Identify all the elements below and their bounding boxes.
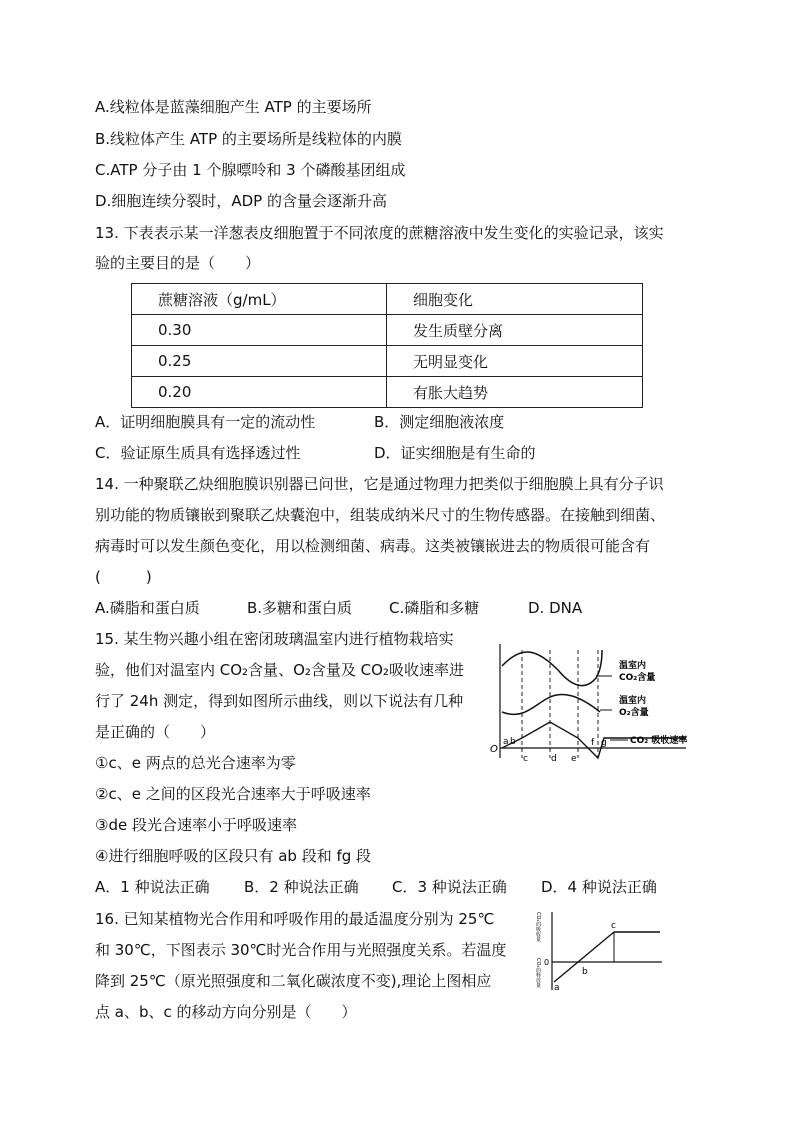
origin-label: 0 bbox=[544, 958, 550, 967]
q15-option-c: C．3 种说法正确 bbox=[392, 878, 507, 896]
ylabel-co2-release: CO₂的释放量 bbox=[535, 958, 541, 988]
label-o2-line2: O₂含量 bbox=[619, 708, 649, 718]
q16-stem-line3: 降到 25℃（原光照强度和二氧化碳浓度不变),理论上图相应 bbox=[95, 972, 492, 990]
point-label-a: a bbox=[554, 983, 560, 993]
q15-stem-line4: 是正确的（ ） bbox=[95, 723, 216, 741]
table-cell: 0.20 bbox=[132, 377, 387, 408]
point-label-d: d bbox=[551, 754, 557, 764]
q12-option-a: A.线粒体是蓝藻细胞产生 ATP 的主要场所 bbox=[95, 98, 372, 116]
table-row bbox=[132, 346, 643, 377]
q12-option-b: B.线粒体产生 ATP 的主要场所是线粒体的内膜 bbox=[95, 130, 402, 148]
q13-stem-line2: 验的主要目的是（ ） bbox=[95, 254, 261, 272]
point-label-b: b bbox=[510, 737, 516, 747]
q15-statement-1: ①c、e 两点的总光合速率为零 bbox=[95, 754, 296, 772]
table-cell: 有胀大趋势 bbox=[387, 377, 643, 408]
q16-light-curve-figure bbox=[526, 908, 666, 994]
table-cell: 0.25 bbox=[132, 346, 387, 377]
label-co2-line2: CO₂含量 bbox=[619, 673, 656, 683]
q14-stem-line1: 14. 一种聚联乙炔细胞膜识别器已问世，它是通过物理力把类似于细胞膜上具有分子识 bbox=[95, 475, 664, 493]
point-label-a: a bbox=[503, 737, 509, 747]
q14-option-c: C.磷脂和多糖 bbox=[389, 599, 480, 617]
point-label-e: e bbox=[571, 754, 577, 764]
q15-statement-3: ③de 段光合速率小于呼吸速率 bbox=[95, 816, 297, 834]
sucrose-table bbox=[131, 283, 643, 408]
q14-option-b: B.多糖和蛋白质 bbox=[247, 599, 353, 617]
q15-statement-4: ④进行细胞呼吸的区段只有 ab 段和 fg 段 bbox=[95, 847, 372, 865]
q13-option-a: A．证明细胞膜具有一定的流动性 bbox=[95, 413, 316, 431]
q13-option-d: D．证实细胞是有生命的 bbox=[374, 444, 536, 462]
q15-stem-line1: 15. 某生物兴趣小组在密闭玻璃温室内进行植物栽培实 bbox=[95, 630, 454, 648]
q15-option-d: D．4 种说法正确 bbox=[541, 878, 657, 896]
table-header-cell: 蔗糖溶液（g/mL） bbox=[132, 284, 387, 315]
origin-label: O bbox=[490, 744, 498, 755]
table-row bbox=[132, 377, 643, 408]
q16-stem-line4: 点 a、b、c 的移动方向分别是（ ） bbox=[95, 1003, 357, 1021]
q16-stem-line2: 和 30℃，下图表示 30℃时光合作用与光照强度关系。若温度 bbox=[95, 941, 507, 959]
ylabel-co2-uptake: CO₂的吸收量 bbox=[535, 912, 541, 942]
q12-option-c: C.ATP 分子由 1 个腺嘌呤和 3 个磷酸基团组成 bbox=[95, 161, 406, 179]
o2-content-curve bbox=[502, 694, 600, 714]
point-label-c: c bbox=[611, 921, 616, 931]
table-cell: 0.30 bbox=[132, 315, 387, 346]
q14-stem-line2: 别功能的物质镶嵌到聚联乙炔囊泡中，组装成纳米尺寸的生物传感器。在接触到细菌、 bbox=[95, 506, 666, 524]
point-label-b: b bbox=[582, 967, 588, 977]
q15-statement-2: ②c、e 之间的区段光合速率大于呼吸速率 bbox=[95, 785, 371, 803]
table-row bbox=[132, 315, 643, 346]
q16-stem-line1: 16. 已知某植物光合作用和呼吸作用的最适温度分别为 25℃ bbox=[95, 910, 495, 928]
q14-option-a: A.磷脂和蛋白质 bbox=[95, 599, 200, 617]
q13-option-c: C．验证原生质具有选择透过性 bbox=[95, 444, 301, 462]
q14-option-d: D. DNA bbox=[528, 599, 583, 617]
q15-option-a: A．1 种说法正确 bbox=[95, 878, 210, 896]
q14-stem-line3: 病毒时可以发生颜色变化，用以检测细菌、病毒。这类被镶嵌进去的物质很可能含有 bbox=[95, 537, 651, 555]
table-header-row bbox=[132, 284, 643, 315]
q15-gas-curve-figure bbox=[488, 640, 692, 764]
q14-stem-line4: ( ) bbox=[95, 568, 152, 586]
table-header-cell: 细胞变化 bbox=[387, 284, 643, 315]
point-label-g: g bbox=[601, 738, 607, 748]
point-label-f: f bbox=[591, 738, 595, 748]
label-co2-uptake-rate: CO₂ 吸收速率 bbox=[630, 736, 688, 746]
q12-option-d: D.细胞连续分裂时，ADP 的含量会逐渐升高 bbox=[95, 192, 387, 210]
q13-option-b: B．测定细胞液浓度 bbox=[374, 413, 505, 431]
point-label-c: c bbox=[523, 754, 528, 764]
q13-stem-line1: 13. 下表表示某一洋葱表皮细胞置于不同浓度的蔗糖溶液中发生变化的实验记录，该实 bbox=[95, 224, 664, 242]
table-cell: 无明显变化 bbox=[387, 346, 643, 377]
table-cell: 发生质壁分离 bbox=[387, 315, 643, 346]
q15-stem-line2: 验，他们对温室内 CO₂含量、O₂含量及 CO₂吸收速率进 bbox=[95, 661, 464, 679]
q15-option-b: B．2 种说法正确 bbox=[244, 878, 359, 896]
label-co2-line1: 温室内 bbox=[619, 661, 647, 671]
q15-stem-line3: 行了 24h 测定，得到如图所示曲线，则以下说法有几种 bbox=[95, 692, 464, 710]
co2-content-curve bbox=[502, 650, 602, 686]
label-o2-line1: 温室内 bbox=[619, 696, 647, 706]
